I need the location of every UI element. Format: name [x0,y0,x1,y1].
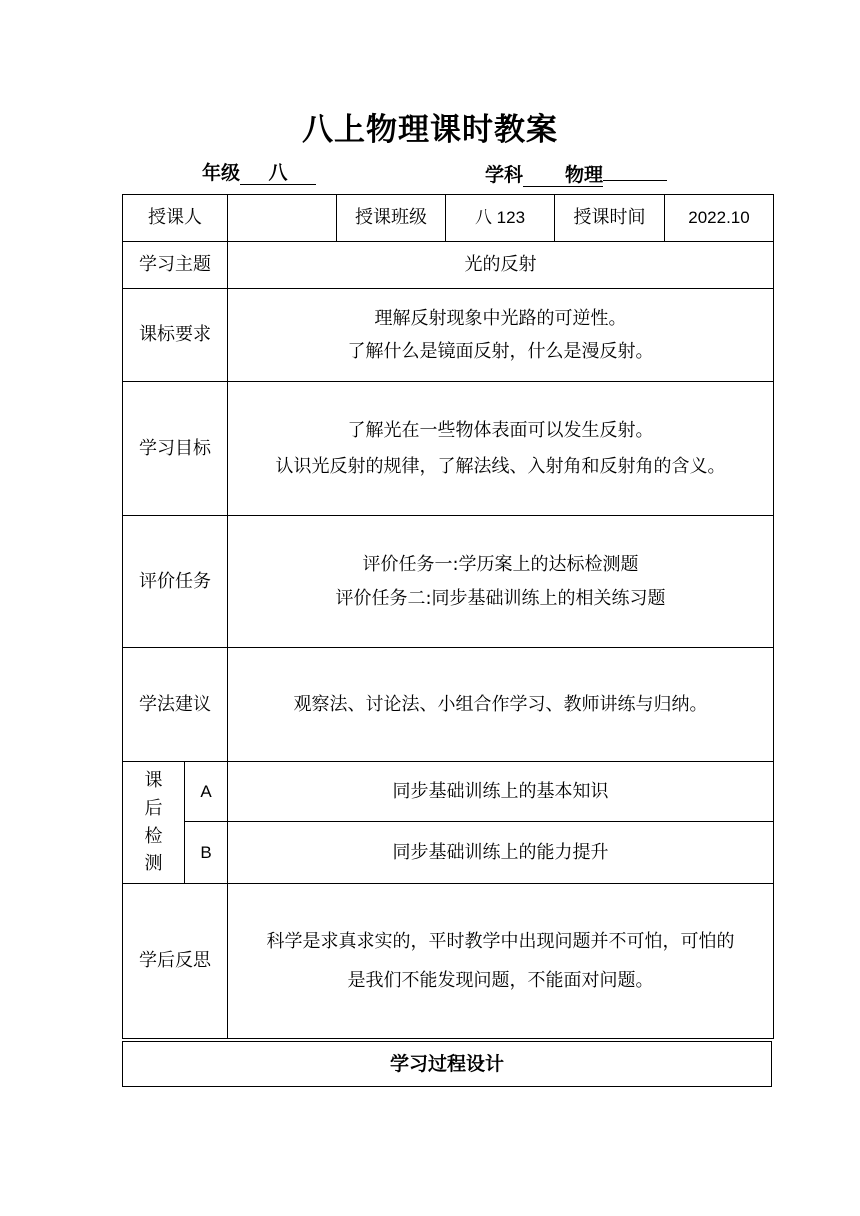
standards-label: 课标要求 [123,289,228,382]
post-check-label-char: 测 [144,853,163,875]
teacher-label: 授课人 [123,195,228,242]
reflection-line: 科学是求真求实的，平时教学中出现问题并不可怕，可怕的 [266,930,735,952]
post-check-key-a: A [185,762,228,822]
evaluation-content [228,516,774,648]
subject-blank [603,158,667,181]
document-title: 八上物理课时教案 [302,112,558,148]
process-design-heading: 学习过程设计 [122,1041,772,1087]
methods-label: 学法建议 [123,648,228,762]
class-value: 八 123 [446,195,555,242]
methods-value: 观察法、讨论法、小组合作学习、教师讲练与归纳。 [228,648,774,762]
reflection-line: 是我们不能发现问题，不能面对问题。 [347,970,654,991]
goals-content [228,382,774,516]
standards-line: 了解什么是镜面反射，什么是漫反射。 [347,341,654,362]
lesson-plan-table [122,194,774,1039]
teacher-value [228,195,337,242]
grade-value: 八 [240,162,316,185]
topic-label: 学习主题 [123,242,228,289]
goals-row [123,382,774,516]
evaluation-line: 评价任务一:学历案上的达标检测题 [362,554,639,576]
time-value: 2022.10 [665,195,774,242]
methods-row [123,648,774,762]
post-check-label [123,762,185,884]
time-label: 授课时间 [555,195,665,242]
reflection-label: 学后反思 [123,884,228,1039]
class-label: 授课班级 [337,195,446,242]
post-check-row-b [123,822,774,884]
reflection-row [123,884,774,1039]
evaluation-label: 评价任务 [123,516,228,648]
post-check-value-b: 同步基础训练上的能力提升 [228,822,774,884]
evaluation-line: 评价任务二:同步基础训练上的相关练习题 [335,587,666,609]
post-check-label-char: 课 [144,769,163,791]
grade-label: 年级 [202,162,241,184]
goals-label: 学习目标 [123,382,228,516]
subject-field [485,158,667,187]
subject-label: 学科 [485,164,524,186]
post-check-value-a: 同步基础训练上的基本知识 [228,762,774,822]
subject-value: 物理 [523,164,603,187]
post-check-label-char: 检 [144,825,163,847]
standards-content [228,289,774,382]
info-row [123,195,774,242]
post-check-row-a [123,762,774,822]
standards-row [123,289,774,382]
post-check-key-b: B [185,822,228,884]
standards-line: 理解反射现象中光路的可逆性。 [374,307,627,329]
goals-line: 认识光反射的规律，了解法线、入射角和反射角的含义。 [275,455,726,477]
grade-field [202,158,316,185]
evaluation-row [123,516,774,648]
post-check-label-char: 后 [144,797,163,819]
topic-row [123,242,774,289]
goals-line: 了解光在一些物体表面可以发生反射。 [347,420,654,442]
topic-value: 光的反射 [228,242,774,289]
reflection-content [228,884,774,1039]
